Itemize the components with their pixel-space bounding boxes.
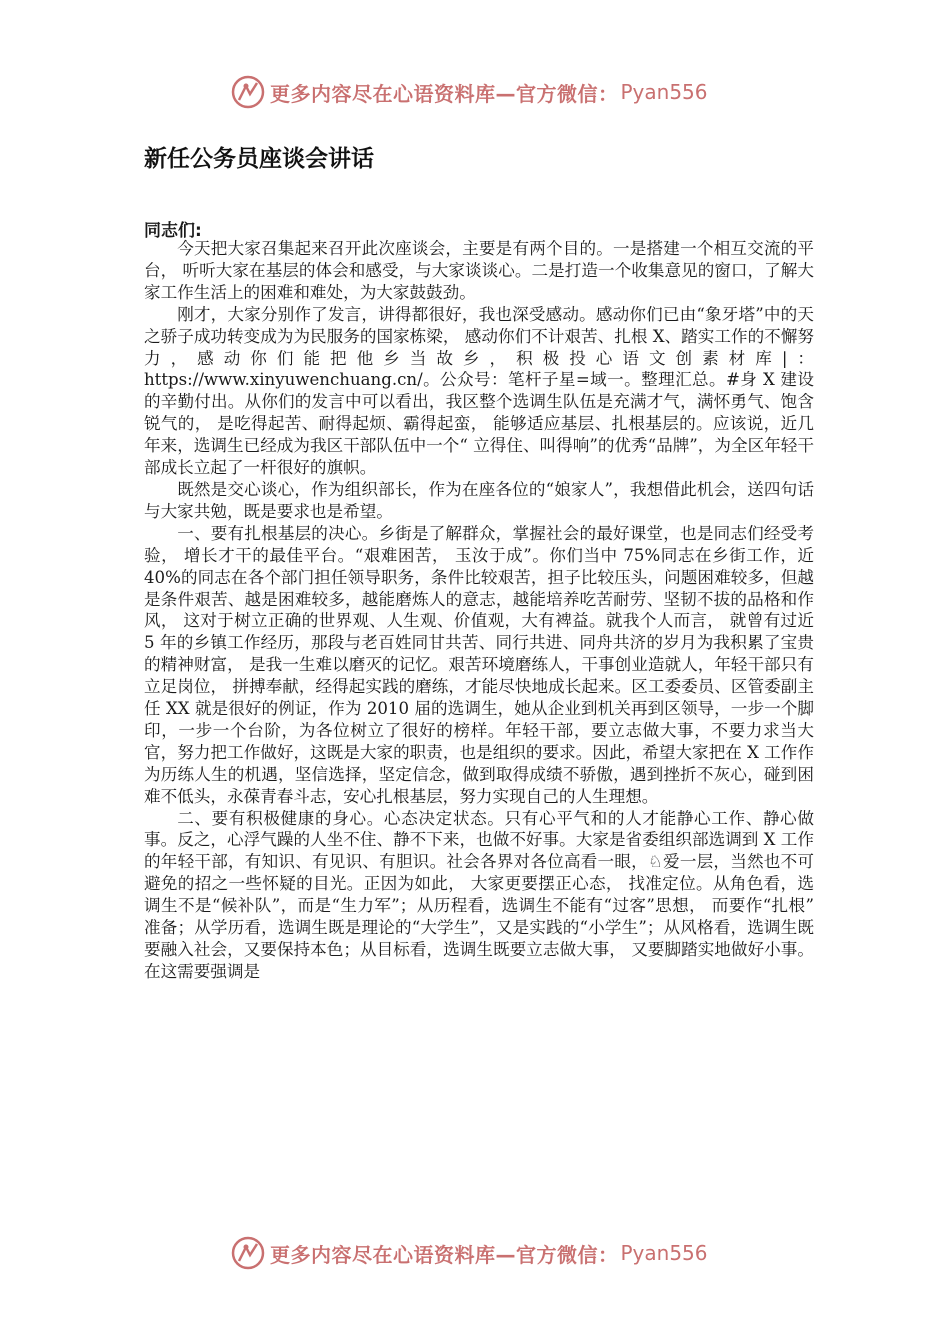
header-banner [230, 72, 708, 112]
paragraph: 一、要有扎根基层的决心。乡街是了解群众，掌握社会的最好课堂，也是同志们经受考验， 增长才干的最佳平台。“艰难困苦， 玉汝于成”。你们当中 75%同志在乡街工作，近 40%的同志在各个部门担任领导职务，条件比较艰苦，担子比较压头，问题困难较多，但越是条件艰苦、越是困难较多，越能磨炼人的意志，越能培养吃苦耐劳、坚韧不拔的品格和作风， 这对于树立正确的世界观、人生观、价值观，大有裨益。就我个人而言， 就曾有过近 5 年的乡镇工作经历，那段与老百姓同甘共苦、同行共进、同舟共济的岁月为我积累了宝贵的精神财富， 是我一生难以磨灭的记忆。艰苦环境磨练人，干事创业造就人，年轻干部只有立足岗位， 拼搏奉献，经得起实践的磨练，才能尽快地成长起来。区工委委员、区管委副主任 XX 就是很好的例证，作为 2010 届的选调生，她从企业到机关再到区领导，一步一个脚印，一步一个台阶，为各位树立了很好的榜样。年轻干部，要立志做大事，不要力求当大官，努力把工作做好，这既是大家的职责，也是组织的要求。因此，希望大家把在 X 工作作为历练人生的机遇，坚信选择，坚定信念，做到取得成绩不骄傲，遇到挫折不灰心，碰到困难不低头，永葆青春斗志，安心扎根基层，努力实现自己的人生理想。 [144, 523, 814, 806]
banner-wechat-id: Pyan556 [620, 80, 708, 104]
banner-text: 更多内容尽在心语资料库—官方微信： [270, 1242, 619, 1267]
salutation: 同志们: [144, 221, 202, 241]
paragraph: 今天把大家召集起来召开此次座谈会，主要是有两个目的。一是搭建一个相互交流的平台， 听听大家在基层的体会和感受，与大家谈谈心。二是打造一个收集意见的窗口，了解大家工作生活上的困难和难处，为大家鼓鼓劲。 [144, 239, 814, 302]
paragraph: 二、要有积极健康的身心。心态决定状态。只有心平气和的人才能静心工作、静心做事。反之，心浮气躁的人坐不住、静不下来，也做不好事。大家是省委组织部选调到 X 工作的年轻干部，有知识、有见识、有胆识。社会各界对各位高看一眼，♘爱一层，当然也不可避免的招之一些怀疑的目光。正因为如此， 大家更要摆正心态， 找准定位。从角色看，选调生不是“候补队”，而是“生力军”；从历程看，选调生不能有“过客”思想， 而要作“扎根” 准备；从学历看，选调生既是理论的“大学生”，又是实践的“小学生”；从风格看，选调生既要融入社会，又要保持本色；从目标看，选调生既要立志做大事， 又要脚踏实地做好小事。在这需要强调是 [144, 808, 814, 981]
logo-icon [230, 74, 266, 110]
document-title: 新任公务员座谈会讲话 [144, 146, 374, 172]
paragraph: 既然是交心谈心，作为组织部长，作为在座各位的“娘家人”，我想借此机会，送四句话与大家共勉，既是要求也是希望。 [144, 479, 814, 521]
document-body [144, 238, 814, 983]
banner-wechat-id: Pyan556 [620, 1241, 708, 1265]
footer-banner [230, 1233, 708, 1273]
paragraph: 刚才，大家分别作了发言，讲得都很好，我也深受感动。感动你们已由“象牙塔”中的天之骄子成功转变成为为民服务的国家栋梁， 感动你们不计艰苦、扎根 X、踏实工作的不懈努力，感动你们能把他乡当故乡，积极投心语文创素材库|：https://www.xinyuwenchuang.cn/。公众号：笔杆子星=域一。整理汇总。#身 X 建设的辛勤付出。从你们的发言中可以看出，我区整个选调生队伍是充满才气，满怀勇气、饱含锐气的， 是吃得起苦、耐得起烦、霸得起蛮， 能够适应基层、扎根基层的。应该说，近几年来，选调生已经成为我区干部队伍中一个“ 立得住、叫得响”的优秀“品牌”，为全区年轻干部成长立起了一杆很好的旗帜。 [144, 304, 814, 478]
logo-icon [230, 1235, 266, 1271]
banner-text: 更多内容尽在心语资料库—官方微信： [270, 81, 619, 106]
